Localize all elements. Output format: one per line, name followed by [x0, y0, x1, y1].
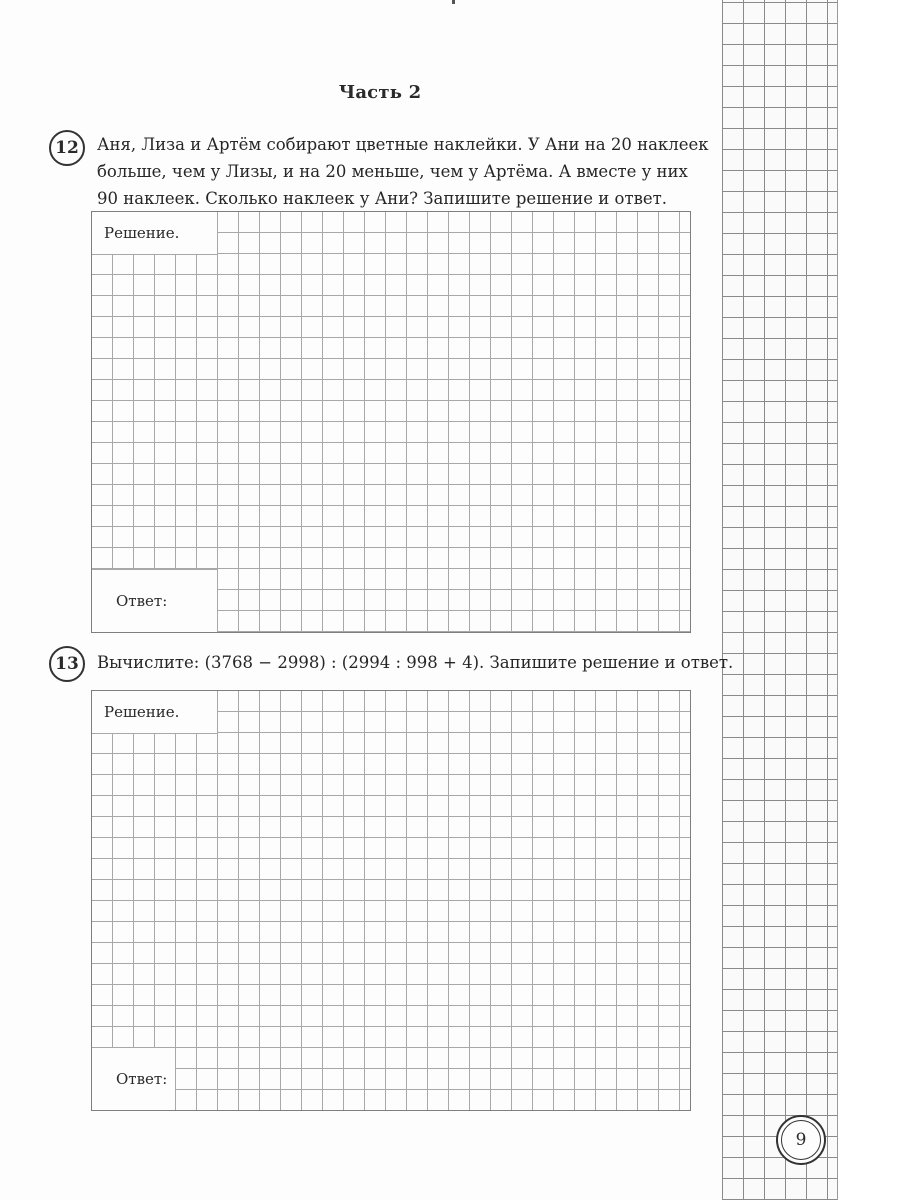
- task-13-solution-grid[interactable]: [91, 690, 691, 1111]
- task-number-12: 12: [49, 130, 85, 166]
- task-12-answer-label: Ответ:: [92, 569, 218, 632]
- page-number: 9: [781, 1120, 821, 1160]
- part-title: Часть 2: [338, 82, 422, 103]
- task-number-13: 13: [49, 646, 85, 682]
- task-12-solution-label: Решение.: [92, 212, 218, 255]
- task-12-line: Аня, Лиза и Артём собирают цветные наклейки. У Ани на 20 наклеек: [97, 135, 709, 154]
- task-12-line: больше, чем у Лизы, и на 20 меньше, чем у Артёма. А вместе у них: [97, 162, 688, 181]
- task-13-answer-label: Ответ:: [92, 1047, 176, 1110]
- task-13-statement: [97, 649, 733, 676]
- page-gutter: [838, 0, 900, 1200]
- task-12-solution-grid[interactable]: [91, 211, 691, 633]
- task-12-line: 90 наклеек. Сколько наклеек у Ани? Запишите решение и ответ.: [97, 189, 668, 208]
- page-number-badge: [776, 1115, 826, 1165]
- scan-mark: [452, 0, 455, 4]
- task-12-statement: [97, 131, 709, 212]
- task-13-solution-label: Решение.: [92, 691, 218, 734]
- task-13-line: Вычислите: (3768 − 2998) : (2994 : 998 + 4). Запишите решение и ответ.: [97, 653, 734, 672]
- margin-grid-strip: [722, 0, 838, 1200]
